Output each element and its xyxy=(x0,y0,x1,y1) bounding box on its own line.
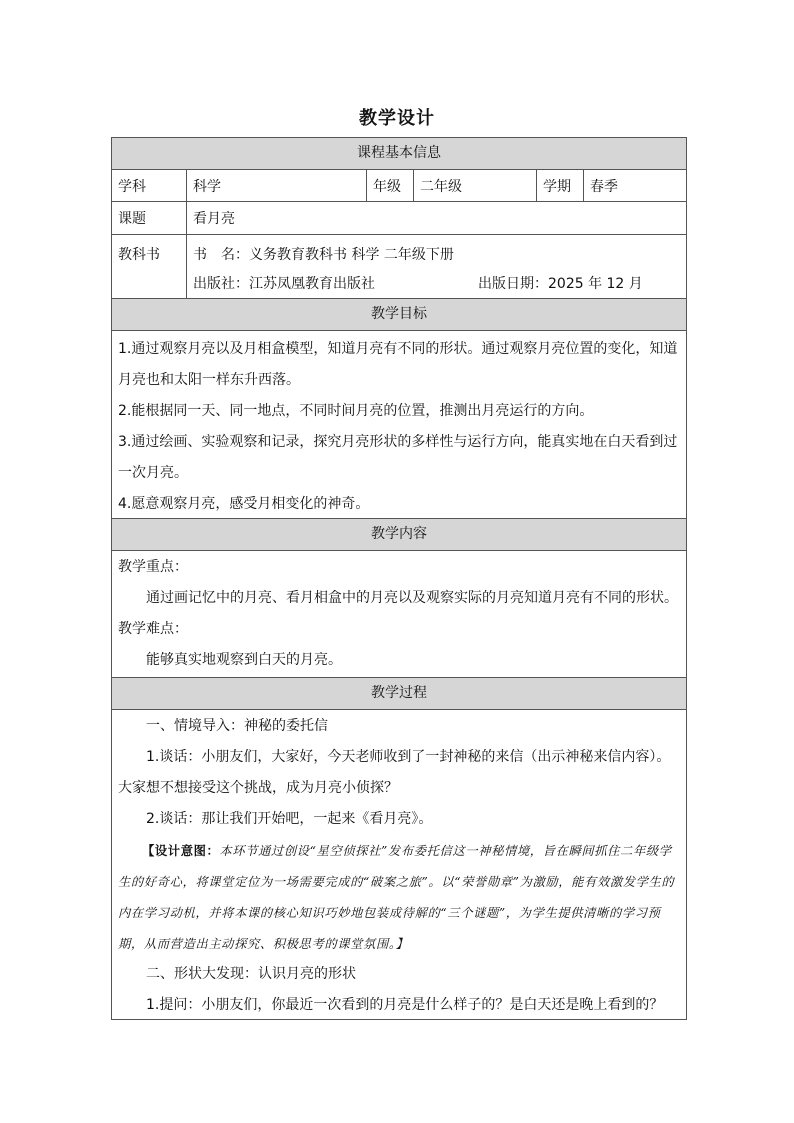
textbook-row xyxy=(112,235,686,299)
textbook-info xyxy=(186,235,686,298)
goals-header: 教学目标 xyxy=(112,299,686,331)
goals-body xyxy=(112,331,686,519)
term-value: 春季 xyxy=(583,170,686,201)
basic-info-header: 课程基本信息 xyxy=(112,138,686,170)
section-heading: 二、形状大发现：认识月亮的形状 xyxy=(146,966,356,982)
textbook-label: 教科书 xyxy=(118,247,160,263)
subject-value: 科学 xyxy=(186,170,366,201)
publish-date: 出版日期：2025 年 12 月 xyxy=(478,276,643,292)
content-body xyxy=(112,551,686,678)
grade-label: 年级 xyxy=(366,170,413,201)
design-intent-label: 【设计意图： xyxy=(142,843,220,858)
topic-label: 课题 xyxy=(118,211,146,227)
content-header: 教学内容 xyxy=(112,519,686,551)
publisher: 出版社：江苏凤凰教育出版社 xyxy=(193,276,375,292)
process-paragraph: 2.谈话：那让我们开始吧，一起来《看月亮》。 xyxy=(146,811,433,827)
goal-item: 4.愿意观察月亮，感受月相变化的神奇。 xyxy=(118,496,370,512)
difficulty-text: 能够真实地观察到白天的月亮。 xyxy=(146,652,342,668)
lesson-plan-table xyxy=(111,137,687,1020)
key-points-label: 教学重点： xyxy=(118,559,188,575)
section-heading: 一、情境导入：神秘的委托信 xyxy=(146,718,328,734)
difficulty-label: 教学难点： xyxy=(118,621,188,637)
process-paragraph: 1.提问：小朋友们，你最近一次看到的月亮是什么样子的？是白天还是晚上看到的？ xyxy=(146,997,664,1013)
book-name: 书 名：义务教育教科书 科学 二年级下册 xyxy=(193,247,454,263)
term-label: 学期 xyxy=(536,170,583,201)
process-header: 教学过程 xyxy=(112,678,686,710)
process-paragraph: 1.谈话：小朋友们，大家好，今天老师收到了一封神秘的来信（出示神秘来信内容）。大家想不想接受这个挑战，成为月亮小侦探？ xyxy=(118,749,671,796)
page-title: 教学设计 xyxy=(359,108,435,129)
goal-item: 3.通过绘画、实验观察和记录，探究月亮形状的多样性与运行方向，能真实地在白天看到过一次月亮。 xyxy=(118,434,678,481)
subject-row xyxy=(112,170,686,202)
topic-value: 看月亮 xyxy=(186,202,686,234)
subject-label: 学科 xyxy=(118,178,146,195)
design-intent-text: 本环节通过创设“星空侦探社”发布委托信这一神秘情境，旨在瞬间抓住二年级学生的好奇心，将课堂定位为一场需要完成的“破案之旅”。以“荣誉勋章”为激励，能有效激发学生的内在学习动机，并将本课的核心知识巧妙地包装成待解的“三个谜题”，为学生提供清晰的学习预期，从而营造出主动探究、积极思考的课堂氛围。】 xyxy=(118,844,675,951)
topic-row xyxy=(112,202,686,235)
goal-item: 1.通过观察月亮以及月相盒模型，知道月亮有不同的形状。通过观察月亮位置的变化，知道月亮也和太阳一样东升西落。 xyxy=(118,341,678,388)
design-intent xyxy=(118,835,680,960)
key-points-text: 通过画记忆中的月亮、看月相盒中的月亮以及观察实际的月亮知道月亮有不同的形状。 xyxy=(146,590,678,606)
grade-value: 二年级 xyxy=(413,170,536,201)
goal-item: 2.能根据同一天、同一地点，不同时间月亮的位置，推测出月亮运行的方向。 xyxy=(118,403,594,419)
process-body xyxy=(112,710,686,1019)
